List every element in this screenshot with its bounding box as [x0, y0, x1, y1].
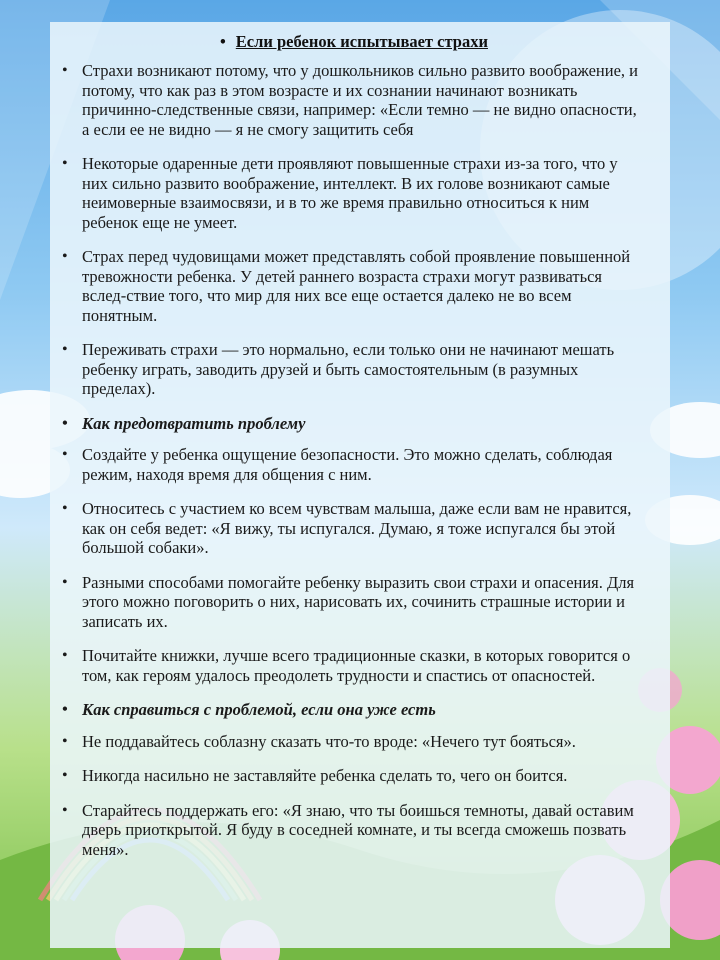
list-item: • Переживать страхи — это нормально, если только они не начинают мешать ребенку играть, заводить друзей и быть самостоятельным (в разумных пределах).: [62, 340, 646, 399]
list-item: • Старайтесь поддержать его: «Я знаю, что ты боишься темноты, давай оставим дверь приоткрытой. Я буду в соседней комнате, и ты всегда сможешь позвать меня».: [62, 801, 646, 860]
list-item: • Никогда насильно не заставляйте ребенка сделать то, чего он боится.: [62, 766, 646, 786]
title-text: Если ребенок испытывает страхи: [235, 32, 488, 51]
list-item: • Страхи возникают потому, что у дошкольников сильно развито воображение, и потому, что как раз в этом возрасте и их сознании начинают возникать причинно-следственные связи, например: «Если темно — не видно опасности, а если ее не видно — я не смогу защитить себя: [62, 61, 646, 139]
list-item: • Разными способами помогайте ребенку выразить свои страхи и опасения. Для этого можно поговорить о них, нарисовать их, сочинить страшные истории и записать их.: [62, 573, 646, 632]
bullet-icon: •: [220, 32, 226, 51]
section-heading: • Как предотвратить проблему: [62, 414, 646, 434]
list-item: • Некоторые одаренные дети проявляют повышенные страхи из-за того, что у них сильно развито воображение, интеллект. В их голове возникают самые неимоверные взаимосвязи, и в то же время правильно относиться к ним ребенок еще не умеет.: [62, 154, 646, 232]
list-item: • Страх перед чудовищами может представлять собой проявление повышенной тревожности ребенка. У детей раннего возраста страхи могут развиваться вслед-ствие того, что мир для них все еще остается далеко не во всем понятным.: [62, 247, 646, 325]
text-panel: [50, 22, 670, 948]
item-list: [62, 61, 646, 859]
list-item: • Почитайте книжки, лучше всего традиционные сказки, в которых говорится о том, как героям удалось преодолеть трудности и спастись от опасностей.: [62, 646, 646, 685]
list-item: • Создайте у ребенка ощущение безопасности. Это можно сделать, соблюдая режим, находя время для общения с ним.: [62, 445, 646, 484]
section-heading: • Как справиться с проблемой, если она уже есть: [62, 700, 646, 720]
list-item: • Относитесь с участием ко всем чувствам малыша, даже если вам не нравится, как он себя ведет: «Я вижу, ты испугался. Думаю, я тоже испугался бы этой большой собаки».: [62, 499, 646, 558]
list-item: • Не поддавайтесь соблазну сказать что-то вроде: «Нечего тут бояться».: [62, 732, 646, 752]
document-title: [62, 32, 646, 51]
